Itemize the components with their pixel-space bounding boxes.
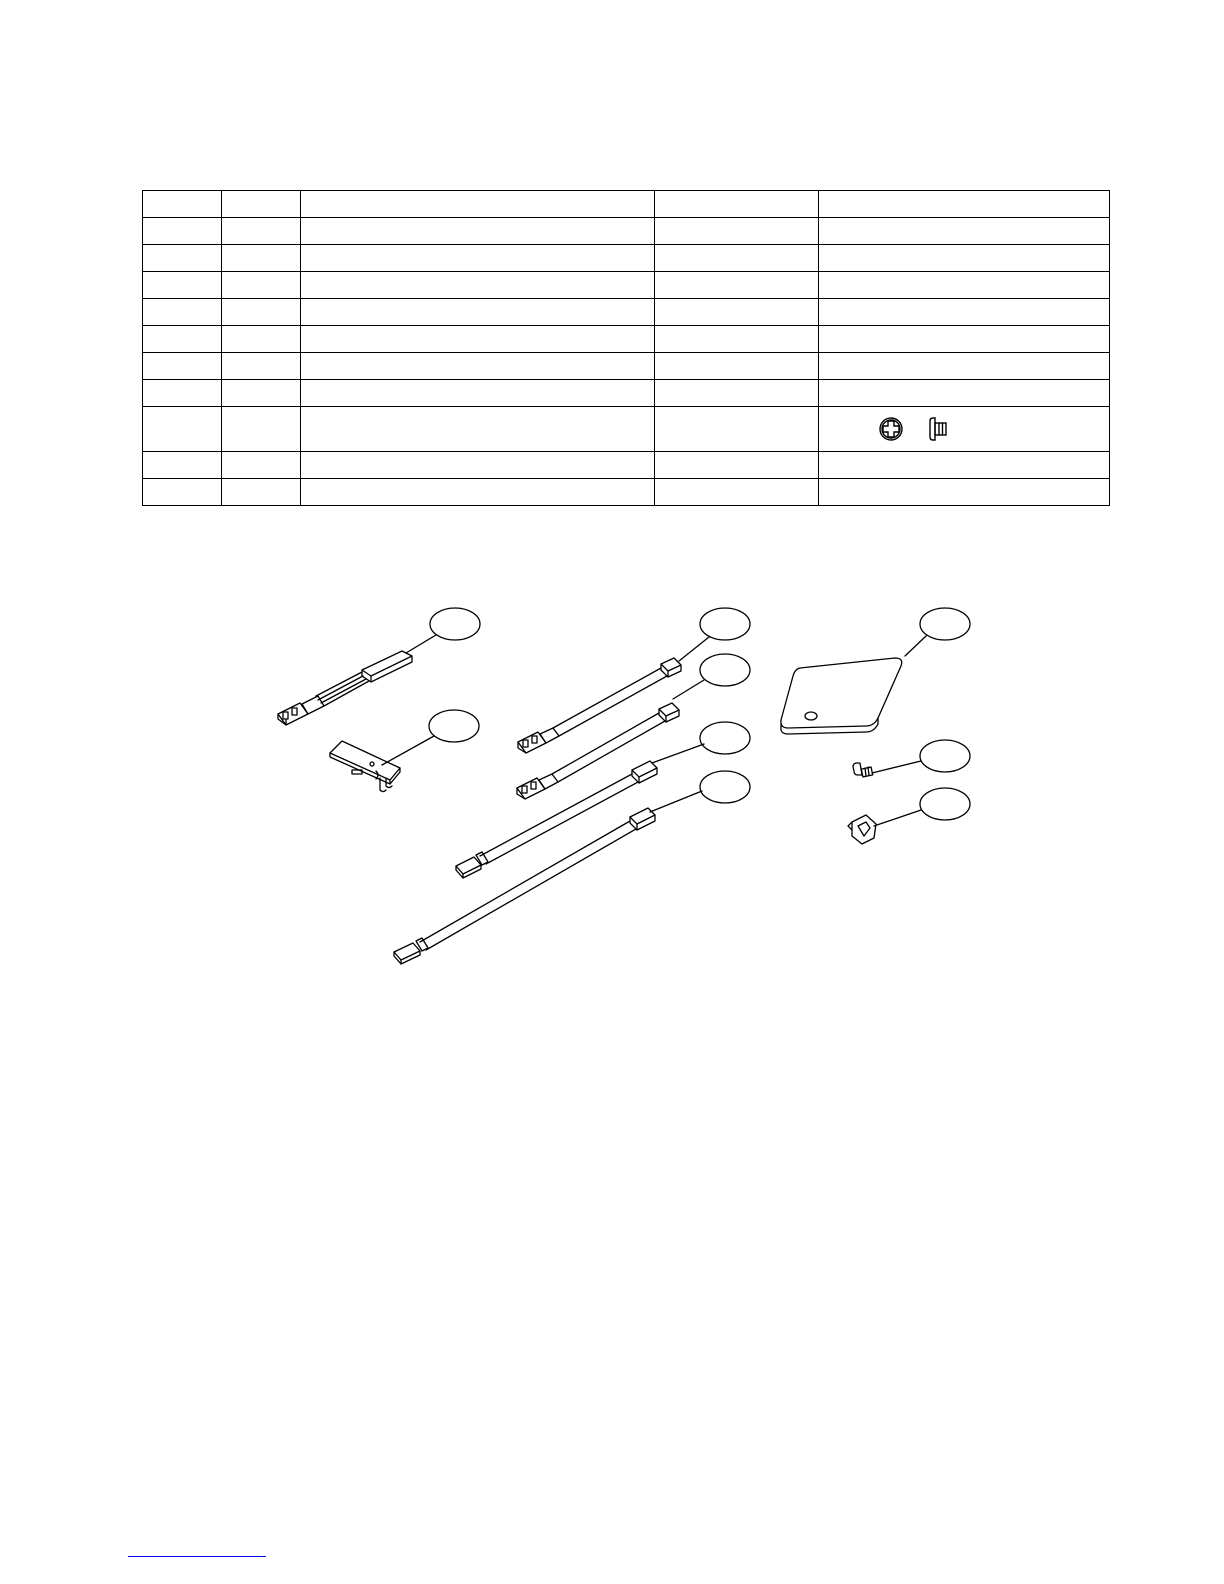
callout-5 [652, 722, 750, 763]
callout-8 [872, 740, 970, 773]
screw [853, 763, 873, 777]
callout-9 [874, 788, 970, 826]
footer-link-rule [128, 1556, 266, 1557]
cable-clip [848, 815, 876, 844]
callout-1 [406, 608, 480, 653]
callout-4 [673, 654, 750, 699]
short-cable-lower [517, 703, 679, 799]
callout-3 [679, 608, 750, 661]
callout-2 [382, 710, 479, 765]
long-cable [456, 761, 657, 878]
callout-6 [650, 771, 750, 812]
two-pin-connector-cable [278, 651, 412, 725]
insulation-sheet [781, 658, 902, 734]
callout-7 [905, 608, 970, 656]
short-cable-upper [518, 658, 681, 753]
sensor-bracket [330, 741, 400, 792]
